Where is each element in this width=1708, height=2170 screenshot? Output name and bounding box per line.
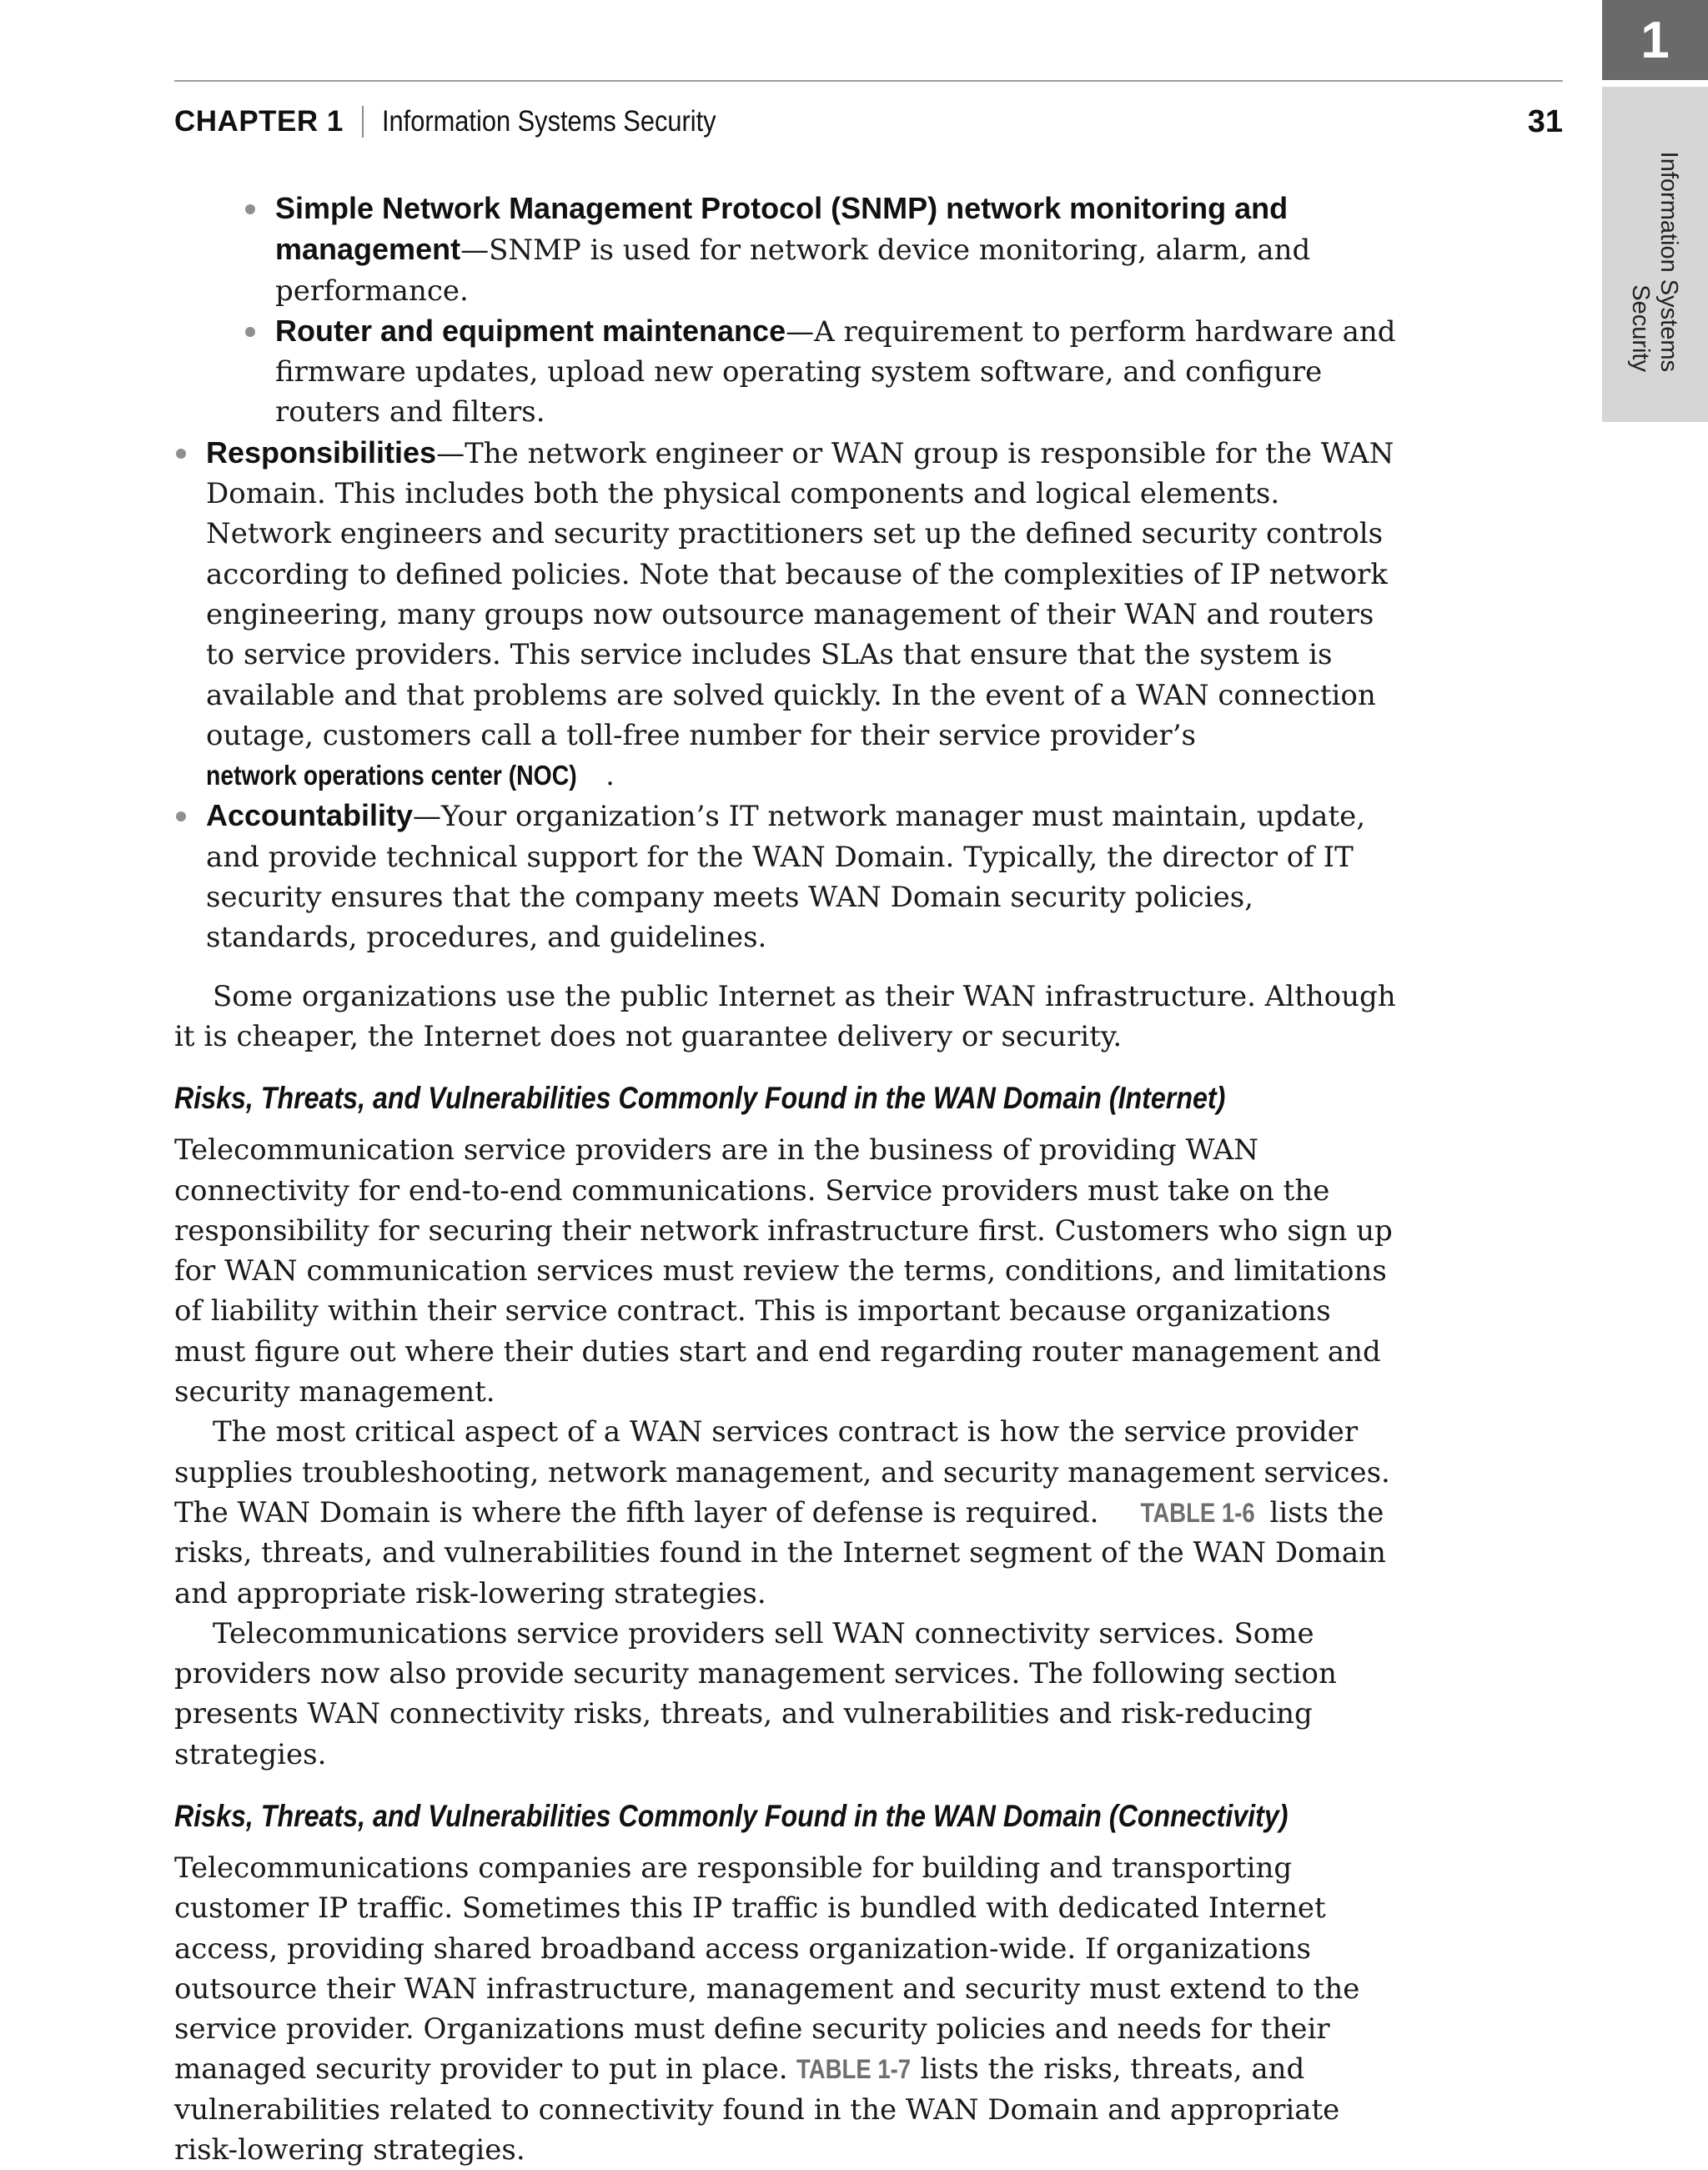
bullet-text: —The network engineer or WAN group is responsible for the WAN Domain. This includes both the physical components and logical elements. Network engineers and security practitioners set up the defined security controls according to defined policies. Note that because of the complexities of IP network engineering, many groups now outsource management of their WAN and routers to service providers. This service includes SLAs that ensure that the system is available and that problems are solved quickly. In the event of a WAN connection outage, customers call a toll-free number for their service provider’s — [206, 436, 1394, 752]
paragraph — [174, 1412, 1400, 1613]
list-item — [174, 796, 1400, 957]
paragraph-text: Telecommunications companies are responsible for building and transporting customer IP traffic. Sometimes this IP traffic is bundled with dedicated Internet access, providing shared broadband access organization-wide. If organizations outsource their WAN infrastructure, management and security must extend to the service provider. Organizations must define security policies and needs for their managed security provider to put in place. — [174, 1851, 1360, 2087]
page-body — [174, 188, 1400, 2170]
page-number: 31 — [1527, 103, 1563, 139]
bullet-term: Simple Network Management Protocol (SNMP) network monitoring and management — [275, 191, 1289, 267]
paragraph-text: lists the risks, threats, and vulnerabilities related to connectivity found in the WAN Domain and appropriate risk-lowering strategies. — [174, 2052, 1340, 2167]
sub-bullet-list — [244, 188, 1400, 433]
list-item — [174, 433, 1400, 796]
chapter-title: Information Systems Security — [381, 105, 716, 138]
header-separator — [362, 106, 364, 138]
bullet-text: —Your organization’s IT network manager must maintain, update, and provide technical support for the WAN Domain. Typically, the director of IT security ensures that the company meets WAN Domain security policies, standards, procedures, and guidelines. — [206, 800, 1366, 955]
chapter-thumb-number: 1 — [1602, 0, 1708, 80]
bullet-term: Router and equipment maintenance — [275, 313, 786, 348]
bullet-term: Accountability — [206, 798, 414, 833]
chapter-thumb-label — [1626, 138, 1683, 372]
bullet-text-end: . — [605, 759, 615, 793]
bullet-term: Responsibilities — [206, 435, 437, 470]
bullet-text: —SNMP is used for network device monitoring, alarm, and performance. — [275, 234, 1311, 308]
paragraph: Telecommunications service providers sell WAN connectivity services. Some providers now also provide security management services. The following section presents WAN connectivity risks, threats, and vulnerabilities and risk-reducing strategies. — [174, 1616, 1337, 1771]
paragraph — [174, 1848, 1400, 2170]
section-heading: Risks, Threats, and Vulnerabilities Commonly Found in the WAN Domain (Connectivity) — [174, 1798, 1289, 1833]
bullet-text: —A requirement to perform hardware and firmware updates, upload new operating system software, and configure routers and filters. — [275, 314, 1396, 429]
paragraph-text: lists the risks, threats, and vulnerabilities found in the Internet segment of the WAN Domain and appropriate risk-lowering strategies. — [174, 1495, 1386, 1610]
paragraph: Telecommunication service providers are in the business of providing WAN connectivity for end-to-end communications. Service providers must take on the responsibility for securing their network infrastructure first. Customers who sign up for WAN communication services must review the terms, conditions, and limitations of liability within their service contract. This is important because organizations must figure out where their duties start and end regarding router management and security management. — [174, 1133, 1393, 1409]
paragraph-text: The most critical aspect of a WAN services contract is how the service provider supplies troubleshooting, network management, and security management services. The WAN Domain is where the fifth layer of defense is required. — [174, 1415, 1390, 1530]
bullet-list — [174, 433, 1400, 958]
paragraph: Some organizations use the public Internet as their WAN infrastructure. Although it is cheaper, the Internet does not guarantee delivery or security. — [174, 979, 1396, 1053]
key-term: network operations center (NOC) — [206, 760, 577, 791]
table-reference-link[interactable]: TABLE 1-7 — [796, 2054, 912, 2085]
list-item — [244, 311, 1400, 433]
thumb-label-line-1: Information Systems — [1655, 151, 1682, 372]
list-item — [244, 188, 1400, 311]
chapter-label: CHAPTER 1 — [174, 105, 344, 138]
chapter-thumb-tab — [1602, 87, 1708, 422]
running-header — [174, 98, 1563, 145]
section-heading: Risks, Threats, and Vulnerabilities Commonly Found in the WAN Domain (Internet) — [174, 1081, 1226, 1116]
table-reference-link[interactable]: TABLE 1-6 — [1140, 1497, 1255, 1528]
thumb-label-line-2: Security — [1627, 284, 1654, 372]
header-rule — [174, 80, 1563, 82]
